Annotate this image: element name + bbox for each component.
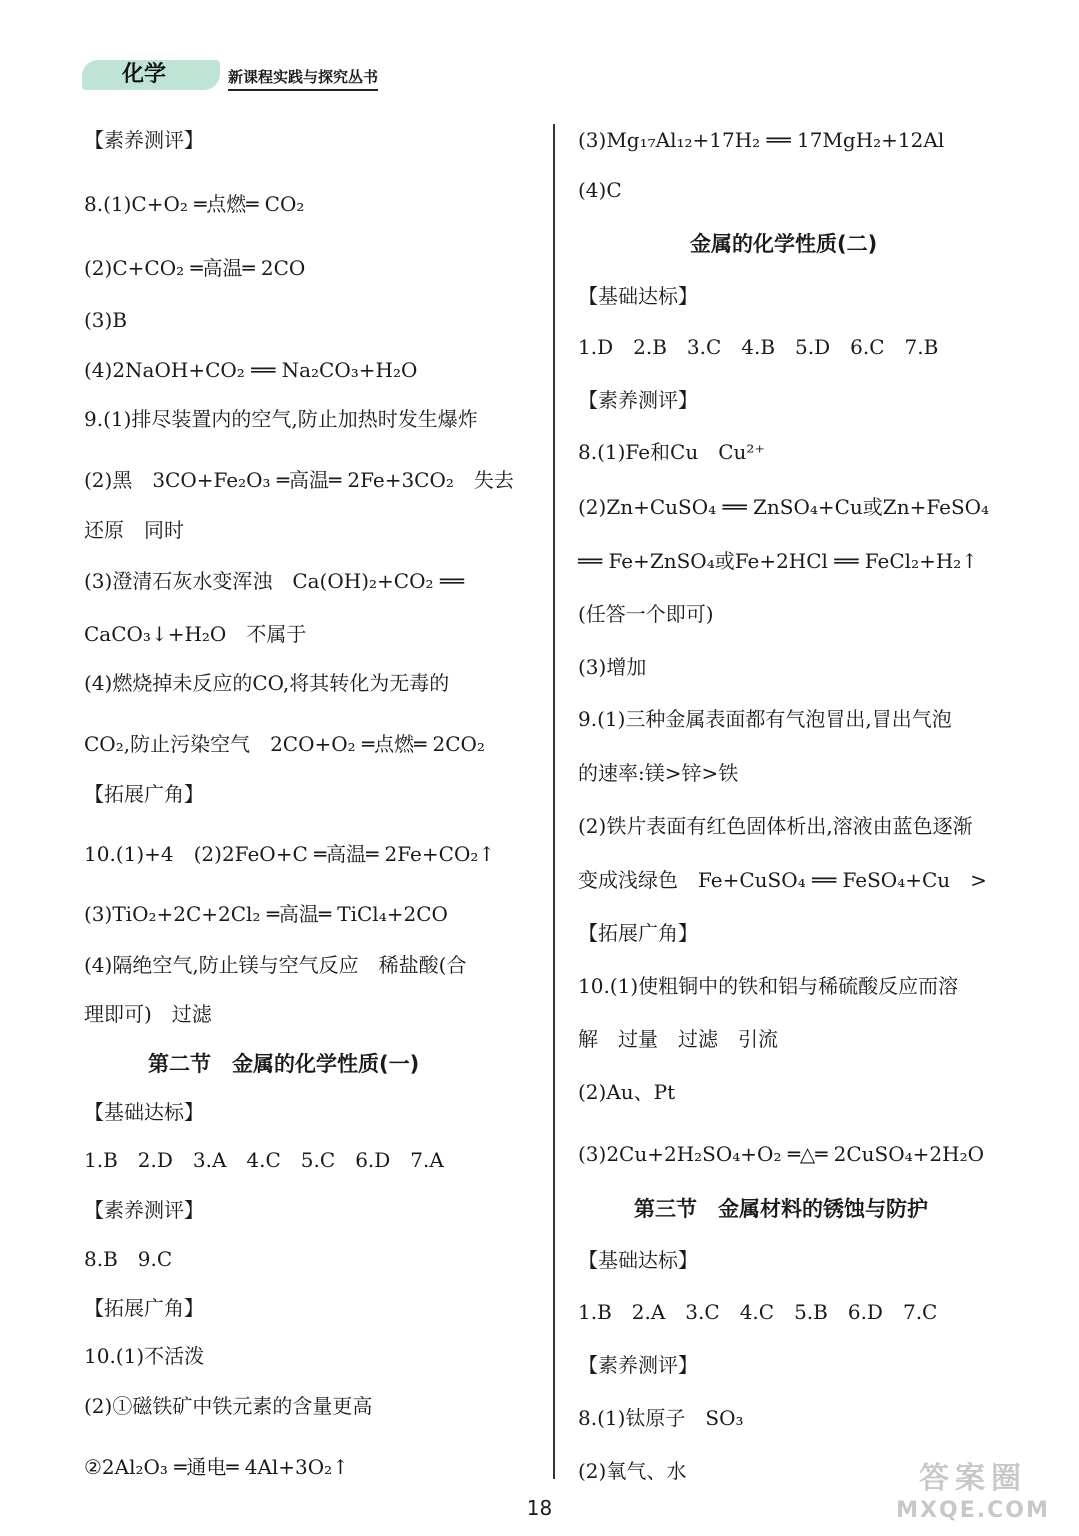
- answer-line: 10.(1)使粗铜中的铁和铝与稀硫酸反应而溶: [578, 974, 959, 998]
- section-label: 【基础达标】: [84, 1100, 204, 1124]
- section-heading: 第二节 金属的化学性质(一): [148, 1052, 420, 1076]
- answer-line: 9.(1)三种金属表面都有气泡冒出,冒出气泡: [578, 707, 952, 731]
- answer-line: 1.B 2.A 3.C 4.C 5.B 6.D 7.C: [578, 1300, 938, 1324]
- section-label: 【素养测评】: [578, 1353, 698, 1377]
- answer-line: 8.(1)Fe和Cu Cu²⁺: [578, 440, 765, 464]
- answer-line: 10.(1)不活泼: [84, 1344, 205, 1368]
- section-label: 【素养测评】: [84, 1198, 204, 1222]
- answer-line: ══ Fe+ZnSO₄或Fe+2HCl ══ FeCl₂+H₂↑: [578, 549, 979, 573]
- watermark-url: MXQE.COM: [896, 1498, 1050, 1523]
- section-label: 【拓展广角】: [84, 782, 204, 806]
- answer-line: 8.(1)钛原子 SO₃: [578, 1406, 744, 1430]
- section-heading: 第三节 金属材料的锈蚀与防护: [634, 1197, 928, 1221]
- section-label: 【基础达标】: [578, 1248, 698, 1272]
- answer-line: 1.B 2.D 3.A 4.C 5.C 6.D 7.A: [84, 1148, 444, 1172]
- section-label: 【基础达标】: [578, 284, 698, 308]
- watermark-text: 答案圈: [919, 1461, 1027, 1496]
- answer-line: 8.(1)C+O₂ ═点燃═ CO₂: [84, 192, 305, 216]
- answer-line: 解 过量 过滤 引流: [578, 1027, 778, 1051]
- section-label: 【素养测评】: [578, 388, 698, 412]
- watermark-logo: [875, 1460, 1071, 1530]
- answer-line: 理即可) 过滤: [84, 1002, 212, 1026]
- answer-line: (4)隔绝空气,防止镁与空气反应 稀盐酸(合: [84, 953, 467, 977]
- section-heading: 金属的化学性质(二): [690, 232, 878, 256]
- answer-line: 9.(1)排尽装置内的空气,防止加热时发生爆炸: [84, 407, 478, 431]
- answer-line: (2)Zn+CuSO₄ ══ ZnSO₄+Cu或Zn+FeSO₄: [578, 495, 990, 519]
- subject-tab: 化学: [82, 60, 220, 90]
- answer-line: 10.(1)+4 (2)2FeO+C ═高温═ 2Fe+CO₂↑: [84, 842, 496, 866]
- answer-line: (3)澄清石灰水变浑浊 Ca(OH)₂+CO₂ ══: [84, 569, 464, 593]
- answer-line: (2)①磁铁矿中铁元素的含量更高: [84, 1394, 373, 1418]
- answer-line: CO₂,防止污染空气 2CO+O₂ ═点燃═ 2CO₂: [84, 732, 485, 756]
- section-label: 【拓展广角】: [84, 1296, 204, 1320]
- answer-line: (2)Au、Pt: [578, 1080, 676, 1104]
- answer-line: (3)Mg₁₇Al₁₂+17H₂ ══ 17MgH₂+12Al: [578, 128, 945, 152]
- answer-line: ②2Al₂O₃ ═通电═ 4Al+3O₂↑: [84, 1455, 349, 1479]
- answer-line: (3)2Cu+2H₂SO₄+O₂ ═△═ 2CuSO₄+2H₂O: [578, 1142, 985, 1166]
- answer-line: 的速率:镁>锌>铁: [578, 761, 739, 785]
- answer-line: (4)燃烧掉未反应的CO,将其转化为无毒的: [84, 671, 450, 695]
- answer-line: (2)C+CO₂ ═高温═ 2CO: [84, 256, 306, 280]
- series-title: 新课程实践与探究丛书: [228, 66, 378, 91]
- answer-line: 变成浅绿色 Fe+CuSO₄ ══ FeSO₄+Cu >: [578, 868, 987, 892]
- page-number: 18: [526, 1496, 553, 1520]
- answer-line: (2)铁片表面有红色固体析出,溶液由蓝色逐渐: [578, 814, 973, 838]
- column-divider: [553, 124, 555, 1479]
- answer-line: (3)B: [84, 308, 128, 332]
- answer-line: 1.D 2.B 3.C 4.B 5.D 6.C 7.B: [578, 335, 939, 359]
- answer-line: (2)氧气、水: [578, 1459, 687, 1483]
- answer-line: CaCO₃↓+H₂O 不属于: [84, 622, 307, 646]
- section-label: 【素养测评】: [84, 128, 204, 152]
- answer-line: (3)增加: [578, 655, 647, 679]
- answer-line: (2)黑 3CO+Fe₂O₃ ═高温═ 2Fe+3CO₂ 失去: [84, 468, 514, 492]
- answer-line: (4)C: [578, 178, 622, 202]
- section-label: 【拓展广角】: [578, 921, 698, 945]
- answer-line: (4)2NaOH+CO₂ ══ Na₂CO₃+H₂O: [84, 358, 418, 382]
- answer-line: 还原 同时: [84, 518, 184, 542]
- answer-line: (任答一个即可): [578, 602, 714, 626]
- answer-line: (3)TiO₂+2C+2Cl₂ ═高温═ TiCl₄+2CO: [84, 902, 448, 926]
- answer-line: 8.B 9.C: [84, 1247, 173, 1271]
